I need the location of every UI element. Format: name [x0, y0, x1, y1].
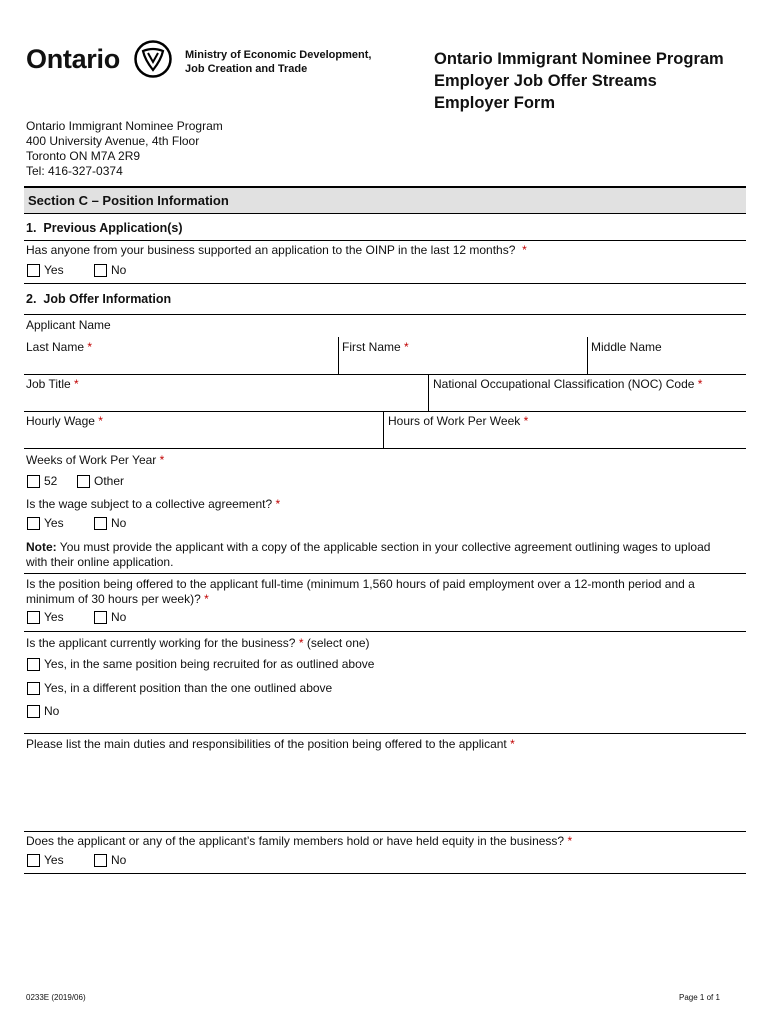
- weeks-per-year-label: Weeks of Work Per Year *: [26, 453, 165, 467]
- collective-agreement-question: Is the wage subject to a collective agreement? *: [26, 497, 281, 511]
- divider: [24, 573, 746, 574]
- divider: [587, 337, 588, 374]
- divider: [24, 283, 746, 284]
- divider: [383, 411, 384, 448]
- currently-working-question: Is the applicant currently working for the business? * (select one): [26, 636, 370, 650]
- fulltime-no-label: No: [111, 610, 127, 624]
- section-title: Section C – Position Information: [28, 193, 229, 208]
- hours-per-week-field[interactable]: Hours of Work Per Week *: [388, 414, 529, 428]
- equity-yes-label: Yes: [44, 853, 64, 867]
- ministry-name: Ministry of Economic Development, Job Creation and Trade: [185, 49, 372, 75]
- applicant-name-label: Applicant Name: [26, 318, 111, 332]
- working-different-position-label: Yes, in a different position than the one outlined above: [44, 681, 333, 695]
- weeks-52-label: 52: [44, 474, 58, 488]
- divider: [338, 337, 339, 374]
- working-different-position-checkbox[interactable]: [27, 682, 40, 695]
- equity-no-label: No: [111, 853, 127, 867]
- divider: [24, 448, 746, 449]
- q1-no-label: No: [111, 263, 127, 277]
- divider: [24, 831, 746, 832]
- divider: [24, 873, 746, 874]
- working-no-checkbox[interactable]: [27, 705, 40, 718]
- trillium-logo-icon: [134, 40, 172, 78]
- collective-yes-label: Yes: [44, 516, 64, 530]
- divider: [24, 411, 746, 412]
- q1-yes-label: Yes: [44, 263, 64, 277]
- page-number: Page 1 of 1: [679, 993, 720, 1002]
- fulltime-question: Is the position being offered to the applicant full-time (minimum 1,560 hours of paid employment over a 12-month period and a minimum of 30 hours per week)? *: [26, 577, 695, 606]
- middle-name-field[interactable]: Middle Name: [591, 340, 662, 354]
- divider: [24, 240, 746, 241]
- fulltime-yes-checkbox[interactable]: [27, 611, 40, 624]
- weeks-52-checkbox[interactable]: [27, 475, 40, 488]
- q2-heading: 2. Job Offer Information: [26, 292, 172, 306]
- collective-note: Note: You must provide the applicant with a copy of the applicable section in your collective agreement outlining wages to upload with their online application.: [26, 540, 711, 569]
- hourly-wage-field[interactable]: Hourly Wage *: [26, 414, 103, 428]
- duties-textarea[interactable]: [24, 754, 746, 830]
- working-no-label: No: [44, 704, 60, 718]
- q1-no-checkbox[interactable]: [94, 264, 107, 277]
- last-name-field[interactable]: Last Name *: [26, 340, 93, 354]
- program-address: Ontario Immigrant Nominee Program 400 University Avenue, 4th Floor Toronto ON M7A 2R9 Tel: 416-327-0374: [26, 119, 223, 178]
- job-title-field[interactable]: Job Title *: [26, 377, 79, 391]
- form-id: 0233E (2019/06): [26, 993, 86, 1002]
- weeks-other-label: Other: [94, 474, 125, 488]
- q1-heading: 1. Previous Application(s): [26, 221, 183, 235]
- divider: [24, 631, 746, 632]
- collective-yes-checkbox[interactable]: [27, 517, 40, 530]
- q1-yes-checkbox[interactable]: [27, 264, 40, 277]
- equity-no-checkbox[interactable]: [94, 854, 107, 867]
- first-name-field[interactable]: First Name *: [342, 340, 409, 354]
- noc-code-field[interactable]: National Occupational Classification (NOC) Code *: [433, 377, 703, 391]
- divider: [24, 733, 746, 734]
- fulltime-no-checkbox[interactable]: [94, 611, 107, 624]
- equity-question: Does the applicant or any of the applicant’s family members hold or have held equity in the business? *: [26, 834, 573, 848]
- section-header: [24, 186, 746, 214]
- divider: [24, 374, 746, 375]
- working-same-position-checkbox[interactable]: [27, 658, 40, 671]
- working-same-position-label: Yes, in the same position being recruited for as outlined above: [44, 657, 375, 671]
- form-title: Ontario Immigrant Nominee Program Employer Job Offer Streams Employer Form: [434, 50, 724, 112]
- divider: [428, 374, 429, 411]
- collective-no-checkbox[interactable]: [94, 517, 107, 530]
- fulltime-yes-label: Yes: [44, 610, 64, 624]
- duties-question: Please list the main duties and responsibilities of the position being offered to the applicant *: [26, 737, 515, 751]
- divider: [24, 314, 746, 315]
- weeks-other-checkbox[interactable]: [77, 475, 90, 488]
- equity-yes-checkbox[interactable]: [27, 854, 40, 867]
- ontario-logo-wordmark: Ontario: [26, 44, 120, 74]
- collective-no-label: No: [111, 516, 127, 530]
- q1-question: Has anyone from your business supported an application to the OINP in the last 12 months? *: [26, 243, 527, 257]
